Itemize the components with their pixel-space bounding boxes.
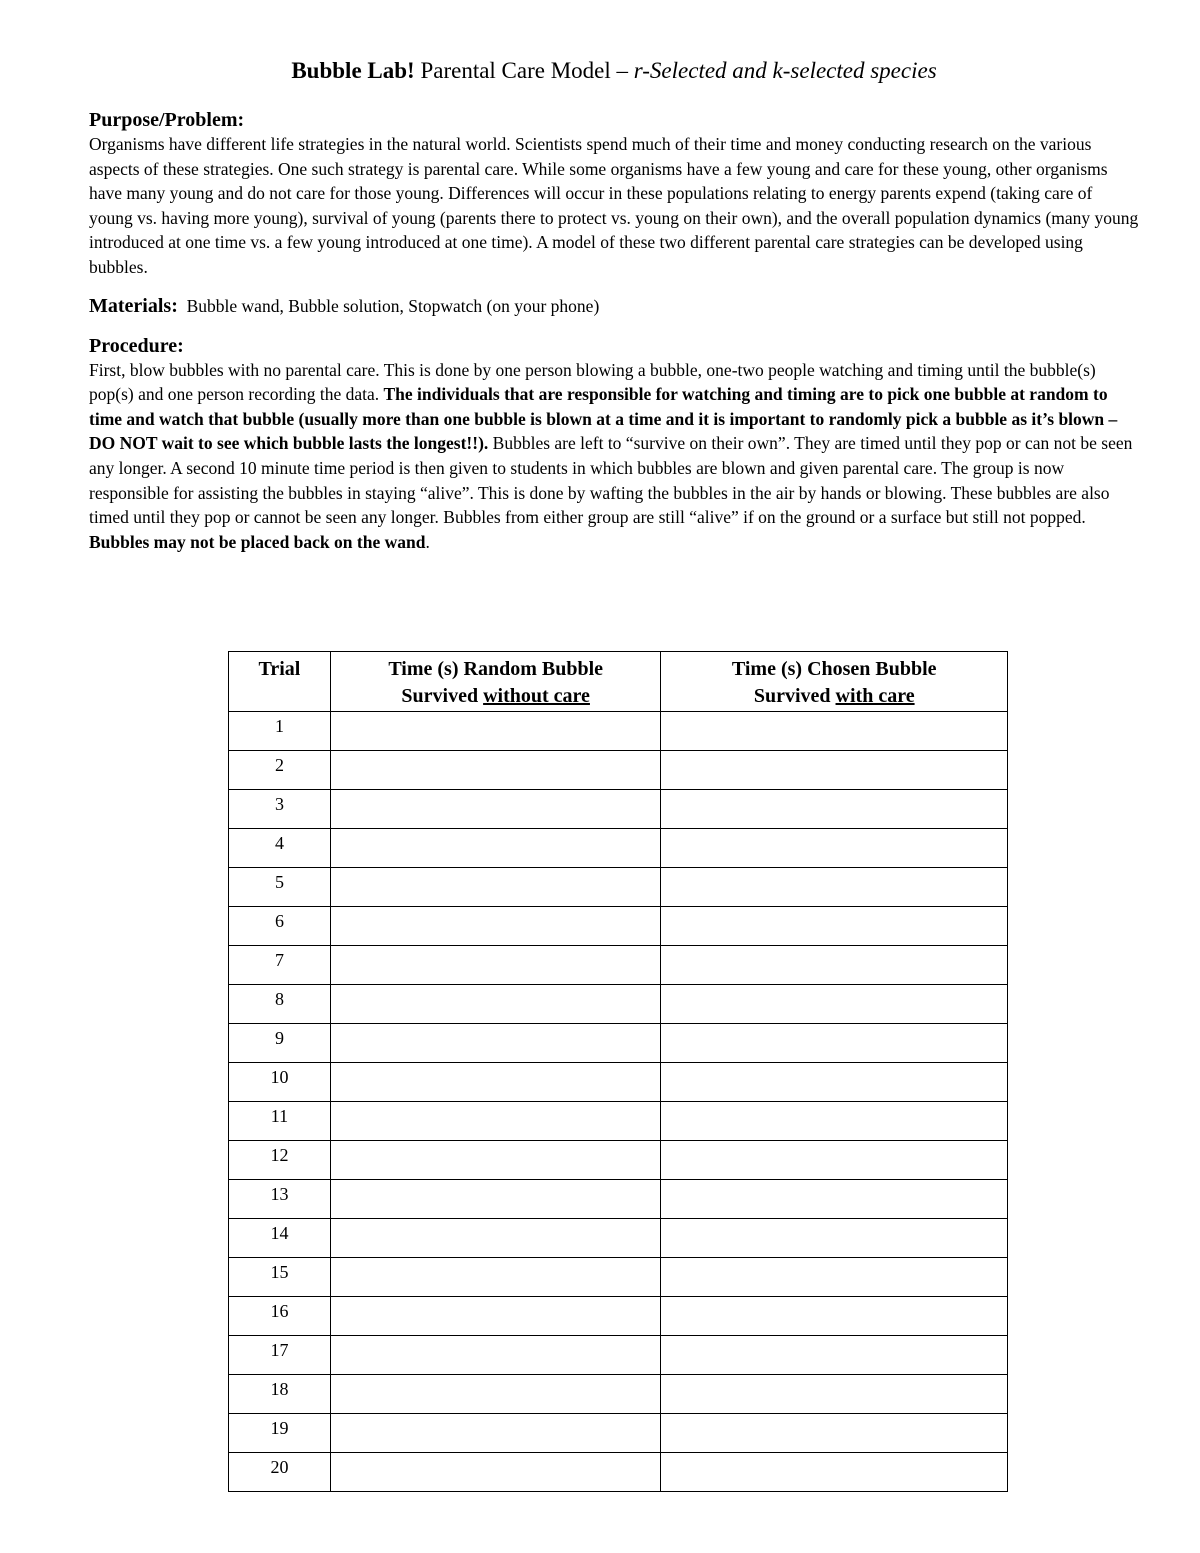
table-row [229,751,1008,790]
with-care-time-cell[interactable] [661,1102,1008,1141]
header-with-care-underlined: with care [835,685,915,707]
without-care-time-cell[interactable] [330,1336,661,1375]
table-row [229,1102,1008,1141]
table-header-row [229,652,1008,712]
trial-number: 17 [229,1336,331,1375]
header-without-care-underlined: without care [483,685,590,707]
with-care-time-cell[interactable] [661,712,1008,751]
without-care-time-cell[interactable] [330,829,661,868]
procedure-end: . [425,531,430,552]
trial-number: 10 [229,1063,331,1102]
table-row [229,1336,1008,1375]
table-row [229,1219,1008,1258]
with-care-time-cell[interactable] [661,751,1008,790]
with-care-time-cell[interactable] [661,868,1008,907]
with-care-time-cell[interactable] [661,1375,1008,1414]
with-care-time-cell[interactable] [661,1141,1008,1180]
trial-number: 4 [229,829,331,868]
procedure-part1: First, blow bubbles with no parental care. This is done by one person blowing a bubble, one-two people watching and timing until the bubble(s) pop(s) and one person recording the data. [89,359,1096,405]
with-care-time-cell[interactable] [661,946,1008,985]
trial-number: 5 [229,868,331,907]
table-row [229,907,1008,946]
without-care-time-cell[interactable] [330,1063,661,1102]
without-care-time-cell[interactable] [330,1414,661,1453]
header-without-care-pre: Survived [401,685,484,707]
without-care-time-cell[interactable] [330,712,661,751]
table-row [229,946,1008,985]
without-care-time-cell[interactable] [330,1219,661,1258]
table-row [229,868,1008,907]
without-care-time-cell[interactable] [330,946,661,985]
header-with-care-line1: Time (s) Chosen Bubble [731,658,937,680]
procedure-text [89,358,1139,555]
trial-number: 3 [229,790,331,829]
with-care-time-cell[interactable] [661,985,1008,1024]
purpose-heading: Purpose/Problem: [89,109,245,131]
trial-number: 16 [229,1297,331,1336]
without-care-time-cell[interactable] [330,1453,661,1492]
trial-number: 11 [229,1102,331,1141]
worksheet-page [89,56,1139,554]
trial-number: 20 [229,1453,331,1492]
with-care-time-cell[interactable] [661,1063,1008,1102]
table-row [229,1063,1008,1102]
trial-number: 13 [229,1180,331,1219]
with-care-time-cell[interactable] [661,1453,1008,1492]
trial-number: 19 [229,1414,331,1453]
page-title [89,56,1139,86]
with-care-time-cell[interactable] [661,1024,1008,1063]
trial-number: 8 [229,985,331,1024]
without-care-time-cell[interactable] [330,1180,661,1219]
table-row [229,790,1008,829]
trial-number: 14 [229,1219,331,1258]
title-bold: Bubble Lab! [291,58,415,83]
purpose-text: Organisms have different life strategies in the natural world. Scientists spend much of their time and money conducting research on the various aspects of these strategies. One such strategy is parental care. While some organisms have a few young and care for these young, other organisms have many young and do not care for those young. Differences will occur in these populations relating to energy parents expend (taking care of young vs. having more young), survival of young (parents there to protect vs. young on their own), and the overall population dynamics (many young introduced at one time vs. a few young introduced at one time). A model of these two different parental care strategies can be developed using bubbles. [89,134,1139,277]
procedure-heading: Procedure: [89,334,184,357]
without-care-time-cell[interactable] [330,1375,661,1414]
procedure-bold1: The individuals that are responsible for watching and timing are to pick one bubble at random to time and watch that bubble (usually more than one bubble is blown at a time and it is important to randomly pick a bubble as it’s blown – DO NOT wait to see which bubble lasts the longest!!). [89,384,1118,454]
without-care-time-cell[interactable] [330,1024,661,1063]
without-care-time-cell[interactable] [330,1297,661,1336]
with-care-time-cell[interactable] [661,1336,1008,1375]
table-row [229,1297,1008,1336]
title-italic: r-Selected and k-selected species [633,58,937,83]
materials-heading: Materials: [89,294,178,317]
without-care-time-cell[interactable] [330,790,661,829]
table-row [229,1375,1008,1414]
header-trial: Trial [229,652,331,712]
with-care-time-cell[interactable] [661,907,1008,946]
purpose-section [89,108,1139,280]
without-care-time-cell[interactable] [330,868,661,907]
with-care-time-cell[interactable] [661,1180,1008,1219]
table-row [229,1414,1008,1453]
trial-number: 7 [229,946,331,985]
without-care-time-cell[interactable] [330,751,661,790]
table-row [229,1180,1008,1219]
procedure-section [89,334,1139,555]
without-care-time-cell[interactable] [330,1258,661,1297]
table-row [229,1453,1008,1492]
procedure-bold2: Bubbles may not be placed back on the wand [89,531,426,552]
with-care-time-cell[interactable] [661,829,1008,868]
with-care-time-cell[interactable] [661,1258,1008,1297]
header-without-care-line1: Time (s) Random Bubble [388,658,603,680]
without-care-time-cell[interactable] [330,907,661,946]
materials-section [89,294,1139,318]
header-with-care-pre: Survived [753,685,836,707]
header-without-care [330,652,661,712]
trial-number: 1 [229,712,331,751]
table-row [229,1258,1008,1297]
trial-number: 18 [229,1375,331,1414]
materials-text: Bubble wand, Bubble solution, Stopwatch (on your phone) [186,295,600,316]
table-row [229,712,1008,751]
with-care-time-cell[interactable] [661,790,1008,829]
trial-number: 12 [229,1141,331,1180]
without-care-time-cell[interactable] [330,1102,661,1141]
procedure-part2: Bubbles are left to “survive on their own”. They are timed until they pop or can not be seen any longer. A second 10 minute time period is then given to students in which bubbles are blown and given parental care. The group is now responsible for assisting the bubbles in staying “alive”. This is done by wafting the bubbles in the air by hands or blowing. These bubbles are also timed until they pop or cannot be seen any longer. Bubbles from either group are still “alive” if on the ground or a surface but still not popped. [89,433,1133,528]
with-care-time-cell[interactable] [661,1297,1008,1336]
trial-number: 9 [229,1024,331,1063]
title-normal: Parental Care Model – [414,58,634,83]
without-care-time-cell[interactable] [330,985,661,1024]
without-care-time-cell[interactable] [330,1141,661,1180]
header-with-care [661,652,1008,712]
trial-number: 2 [229,751,331,790]
table-row [229,829,1008,868]
table-body [229,712,1008,1492]
with-care-time-cell[interactable] [661,1414,1008,1453]
table-row [229,1141,1008,1180]
table-row [229,985,1008,1024]
data-table [228,651,1008,1492]
with-care-time-cell[interactable] [661,1219,1008,1258]
trial-number: 15 [229,1258,331,1297]
table-row [229,1024,1008,1063]
trial-number: 6 [229,907,331,946]
